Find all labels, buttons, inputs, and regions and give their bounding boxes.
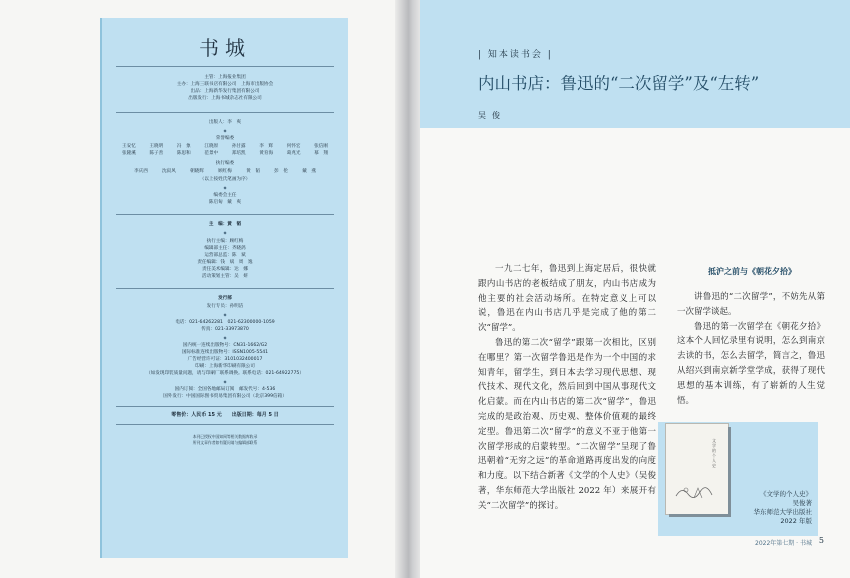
masthead-line: 出版发行：上海书城杂志社有限公司 [188, 96, 262, 101]
council-member: 江晓原 [204, 144, 219, 149]
exec-member: 黄 韬 [246, 169, 260, 174]
section-subheading: 抵沪之前与《朝花夕拾》 [708, 267, 796, 276]
caption-line: 2022 年版 [780, 517, 812, 525]
council-member: 冯 象 [176, 144, 191, 149]
paragraph: 鲁迅的第一次留学在《朝花夕拾》这本个人回忆录里有说明，怎么到南京去读的书，怎么去留学，简言之，鲁迅从绍兴到南京新学堂学成，获得了现代思想的基本训练，有了崭新的人生觉悟。 [677, 321, 825, 406]
divider [116, 424, 334, 425]
staff-line: 责任编辑：钱 斌 周 逸 [197, 260, 253, 265]
exec-member: 彭 伦 [274, 169, 288, 174]
publisher-line: 出版人：李 爽 [208, 120, 242, 125]
separator-dot: ◆ [223, 379, 227, 384]
council-heading: 荣誉编委 [215, 136, 235, 141]
masthead-line: 出品：上海新华发行集团有限公司 [190, 89, 260, 94]
exec-member: 沈寂风 [162, 169, 176, 174]
book-cover-image [666, 424, 728, 514]
separator-dot: ◆ [223, 128, 227, 133]
article-headline: 内山书店：鲁迅的“二次留学”及“左转” [478, 74, 760, 93]
license-line: 广告经营许可证：3101032400017 [187, 357, 263, 362]
council-member: 慕 翔 [314, 151, 328, 156]
exec-note: （以上按姓氏笔画为序） [199, 177, 251, 182]
price-line: 零售价：人民币 15 元 出版日期：每月 5 日 [171, 412, 279, 418]
book-caption [732, 490, 812, 526]
masthead-panel [100, 18, 348, 558]
book-cover-title: 文学的个人史 [712, 438, 716, 468]
council-row [122, 151, 328, 157]
paragraph: 鲁迅的第二次“留学”跟第一次相比，区别在哪里？第一次留学鲁迅是作为一个中国的求知青年，留学生，到日本去学习现代思想、现代技术、现代文化，然后回到中国从事现代文化启蒙。而在内山书店的第二次“留学”，鲁迅完成的是政治观、历史观、整体价值观的最终定型。鲁迅第二次“留学”的意义不亚于他第一次留学形成的启蒙转型。“二次留学”呈现了鲁迅朝着“无穷之远”的革命道路再度出发的向度和力度。以下结合新著《文学的个人史》（吴俊著，华东师范大学出版社 2022 年）来展开有关“二次留学”的探讨。 [478, 337, 656, 511]
license-line: 国际标准连续出版物号：ISSN1005-5541 [181, 350, 269, 355]
page-footer: 2022年第七期 · 书城 [755, 540, 812, 547]
separator-dot: ◆ [223, 230, 227, 235]
council-member: 范景中 [204, 151, 219, 156]
staff-line: 活动策划主管：吴 妍 [202, 274, 248, 279]
council-member: 张隆溪 [122, 151, 136, 156]
paragraph: 讲鲁迅的“二次留学”，不妨先从第一次留学谈起。 [677, 292, 825, 317]
exec-member: 顾红梅 [218, 169, 232, 174]
article-body-left [478, 262, 656, 514]
masthead-line: 主管：上海报业集团 [204, 75, 246, 80]
caption-line: 吴俊著 [792, 499, 812, 507]
staff-line: 编辑部主任：齐晓鸽 [204, 246, 246, 251]
staff-line: 运营部总监：陈 斌 [204, 253, 246, 258]
council-member: 陈思和 [176, 151, 191, 156]
divider [116, 66, 334, 67]
column-label: | 知本读书会 | [478, 50, 553, 60]
exec-member: 朝晓辉 [190, 169, 204, 174]
council-member: 张信刚 [314, 144, 328, 149]
header-band [420, 0, 850, 128]
council-member: 王晓明 [149, 144, 164, 149]
article-author: 吴俊 [478, 111, 506, 120]
council-member: 李 辉 [259, 144, 274, 149]
magazine-title: 书城 [199, 36, 251, 60]
council-member: 孙甘露 [231, 144, 246, 149]
divider [116, 288, 334, 289]
divider [116, 406, 334, 407]
license-line: 国内统一连续出版物号：CN31-1662/G2 [182, 343, 268, 348]
separator-dot: ◆ [223, 312, 227, 317]
fine-print: 所刊文章作者如有疑问请与编辑部联系 [192, 440, 258, 445]
left-page [0, 0, 400, 578]
exec-row [134, 169, 316, 175]
paragraph: 一九二七年，鲁迅到上海定居后，很快就跟内山书店的老板结成了朋友，内山书店成为他主要的社会活动场所。在特定意义上可以说，鲁迅在内山书店几乎是完成了他的第二次“留学”。 [478, 264, 656, 334]
distribution-heading: 发行部 [218, 296, 232, 301]
exec-member: 李庆西 [134, 169, 148, 174]
divider [116, 112, 334, 113]
caption-line: 华东师范大学出版社 [753, 508, 812, 516]
council-row [122, 144, 328, 150]
separator-dot: ◆ [223, 185, 227, 190]
separator-dot: ◆ [223, 335, 227, 340]
caption-line: 《文学的个人史》 [760, 490, 812, 498]
chair-heading: 编委会主任 [213, 193, 237, 198]
council-member: 黄育海 [259, 151, 274, 156]
issue-line: 国内订阅：全国各地邮局订阅 邮发代号：4-536 [174, 387, 276, 392]
page-number: 5 [818, 536, 824, 545]
distribution-manager: 发行专员：孙明洁 [206, 304, 244, 309]
license-line: 印刷：上海新华印刷有限公司 [195, 364, 255, 369]
contact-line: 传真：021-33973870 [201, 327, 249, 332]
issue-line: 国外发行：中国国际图书贸易集团有限公司（北京399信箱） [163, 394, 287, 399]
cover-illustration-icon [674, 482, 714, 500]
council-member: 王安忆 [122, 144, 136, 149]
council-member: 陈子善 [149, 151, 164, 156]
exec-member: 戴 燕 [302, 169, 316, 174]
article-body-right [677, 290, 825, 408]
editor-line: 主 编：黄 韬 [208, 222, 242, 227]
fine-print: 本刊已授权中国知网等相关数据库收录 [192, 434, 258, 439]
right-page [420, 0, 850, 578]
staff-line: 责任美术编辑：达 娜 [202, 267, 248, 272]
book-feature [658, 422, 818, 536]
masthead-line: 主办：上海三联书店有限公司 上海市出版协会 [176, 82, 274, 87]
council-member: 葛兆光 [286, 151, 301, 156]
license-line: （如发现印装质量问题，请与印刷厂联系调换。联系电话：021-64922775） [146, 371, 304, 376]
council-member: 郑培凯 [231, 151, 246, 156]
contact-line: 电话：021-64262281 021-62300000-1059 [175, 320, 275, 325]
chair-names: 陈启甸 戴 爽 [208, 200, 242, 205]
divider [116, 214, 334, 215]
council-member: 何怀宏 [286, 144, 301, 149]
staff-line: 执行主编：顾红梅 [206, 239, 244, 244]
exec-heading: 执行编委 [215, 161, 235, 166]
